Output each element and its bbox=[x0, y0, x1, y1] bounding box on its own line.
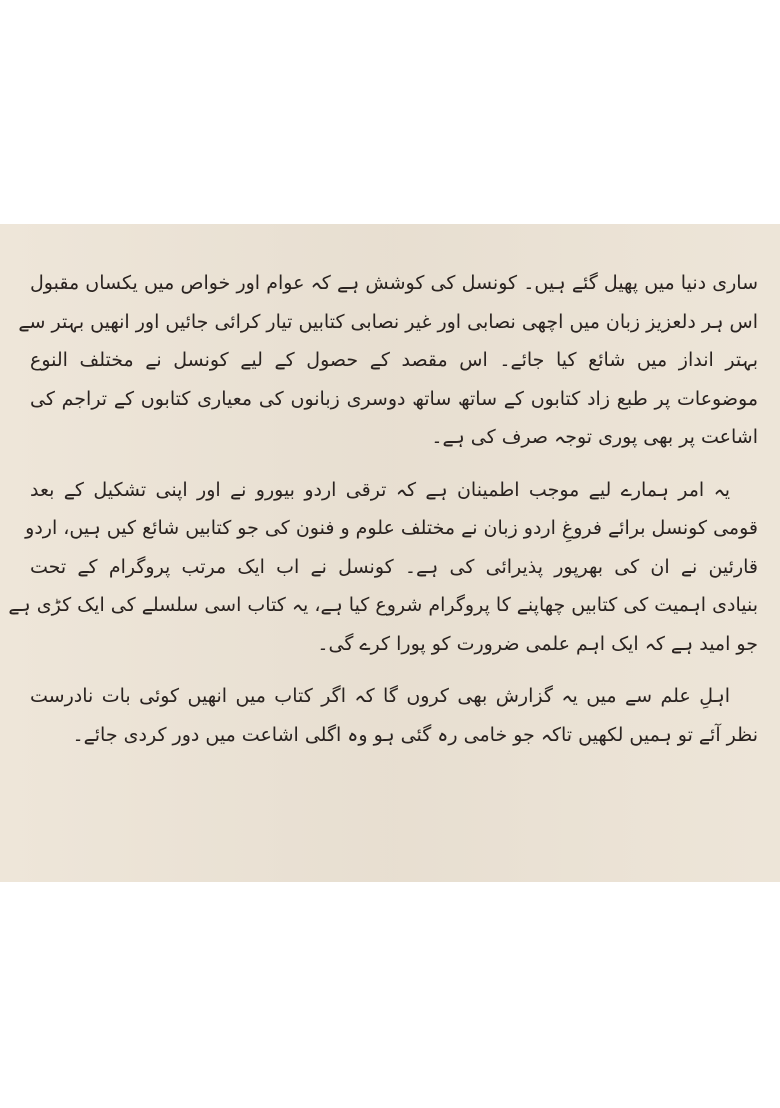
paragraph-2 bbox=[8, 471, 758, 664]
text-line: اہلِ علم سے میں یہ گزارش بھی کروں گا کہ اگر کتاب میں انھیں کوئی بات نادرست bbox=[30, 685, 730, 707]
text-line: قارئین نے ان کی بھرپور پذیرائی کی ہے۔ کونسل نے اب ایک مرتب پروگرام کے تحت bbox=[30, 555, 758, 578]
scanned-page bbox=[0, 224, 780, 882]
text-line: اس ہر دلعزیز زبان میں اچھی نصابی اور غیر نصابی کتابیں تیار کرائی جائیں اور انھیں بہتر سے bbox=[18, 310, 758, 333]
text-line: اشاعت پر بھی پوری توجہ صرف کی ہے۔ bbox=[431, 426, 758, 448]
text-line: یہ امر ہمارے لیے موجب اطمینان ہے کہ ترقی اردو بیورو نے اور اپنی تشکیل کے بعد bbox=[30, 478, 730, 501]
text-line: ساری دنیا میں پھیل گئے ہیں۔ کونسل کی کوشش ہے کہ عوام اور خواص میں یکساں مقبول bbox=[30, 272, 758, 294]
urdu-text-body bbox=[8, 264, 758, 754]
text-line: جو امید ہے کہ ایک اہم علمی ضرورت کو پورا کرے گی۔ bbox=[317, 632, 758, 655]
text-line: نظر آئے تو ہمیں لکھیں تاکہ جو خامی رہ گئی ہو وہ اگلی اشاعت میں دور کردی جائے۔ bbox=[72, 723, 758, 746]
text-line: بہتر انداز میں شائع کیا جائے۔ اس مقصد کے حصول کے لیے کونسل نے مختلف النوع bbox=[30, 349, 758, 371]
paragraph-3 bbox=[30, 677, 758, 754]
text-line: قومی کونسل برائے فروغِ اردو زبان نے مختلف علوم و فنون کی جو کتابیں شائع کیں ہیں، اردو bbox=[25, 517, 758, 539]
text-line: بنیادی اہمیت کی کتابیں چھاپنے کا پروگرام شروع کیا ہے، یہ کتاب اسی سلسلے کی ایک کڑی ہے bbox=[8, 594, 758, 616]
paragraph-1 bbox=[18, 264, 758, 457]
text-line: موضوعات پر طبع زاد کتابوں کے ساتھ ساتھ دوسری زبانوں کی معیاری کتابوں کے تراجم کی bbox=[30, 387, 758, 410]
